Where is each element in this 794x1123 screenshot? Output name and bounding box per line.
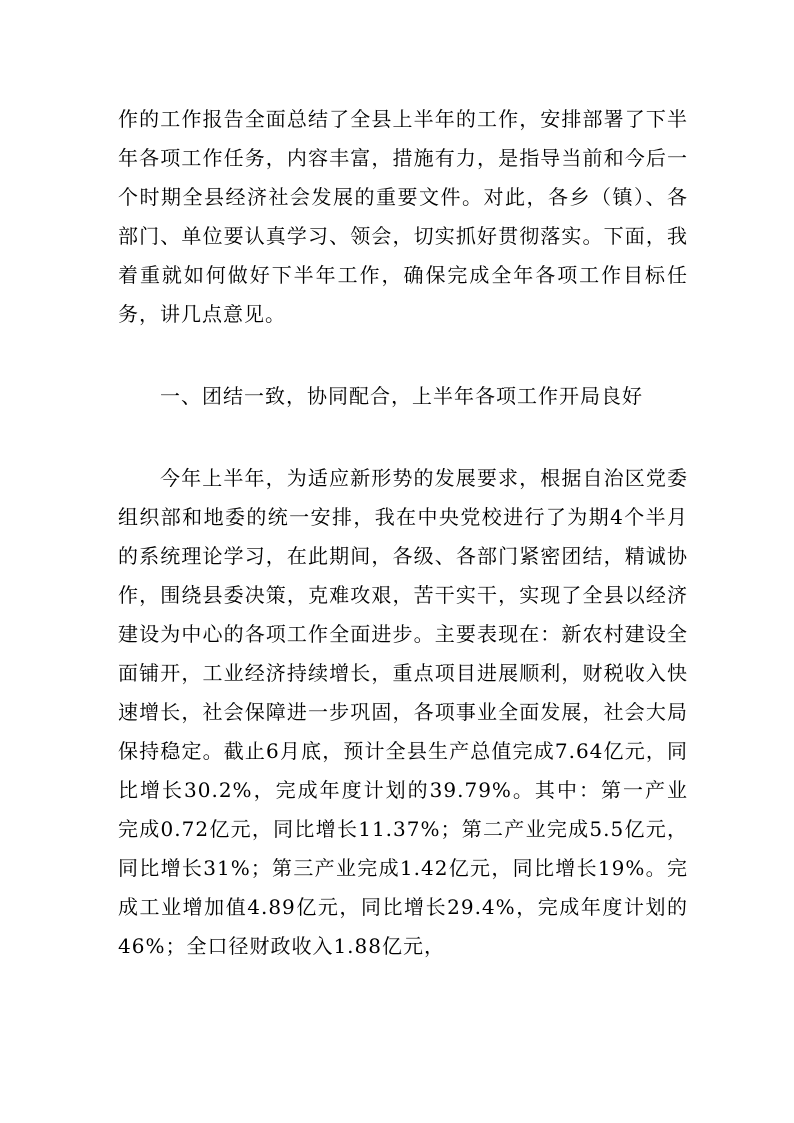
body-paragraph: 今年上半年，为适应新形势的发展要求，根据自治区党委组织部和地委的统一安排，我在中央党校进行了为期4个半月的系统理论学习，在此期间，各级、各部门紧密团结，精诚协作，围绕县委决策，克难攻艰，苦干实干，实现了全县以经济建设为中心的各项工作全面进步。主要表现在：新农村建设全面铺开，工业经济持续增长，重点项目进展顺利，财税收入快速增长，社会保障进一步巩固，各项事业全面发展，社会大局保持稳定。截止6月底，预计全县生产总值完成7.64亿元，同比增长30.2%，完成年度计划的39.79%。其中：第一产业完成0.72亿元，同比增长11.37%；第二产业完成5.5亿元，同比增长31%；第三产业完成1.42亿元，同比增长19%。完成工业增加值4.89亿元，同比增长29.4%，完成年度计划的46%；全口径财政收入1.88亿元， xyxy=(118,466,688,958)
section-heading: 一、团结一致，协同配合，上半年各项工作开局良好 xyxy=(160,384,643,408)
body-paragraph: 作的工作报告全面总结了全县上半年的工作，安排部署了下半年各项工作任务，内容丰富，措施有力，是指导当前和今后一个时期全县经济社会发展的重要文件。对此，各乡（镇）、各部门、单位要认真学习、领会，切实抓好贯彻落实。下面，我着重就如何做好下半年工作，确保完成全年各项工作目标任务，讲几点意见。 xyxy=(118,107,688,326)
document-page xyxy=(118,100,688,966)
